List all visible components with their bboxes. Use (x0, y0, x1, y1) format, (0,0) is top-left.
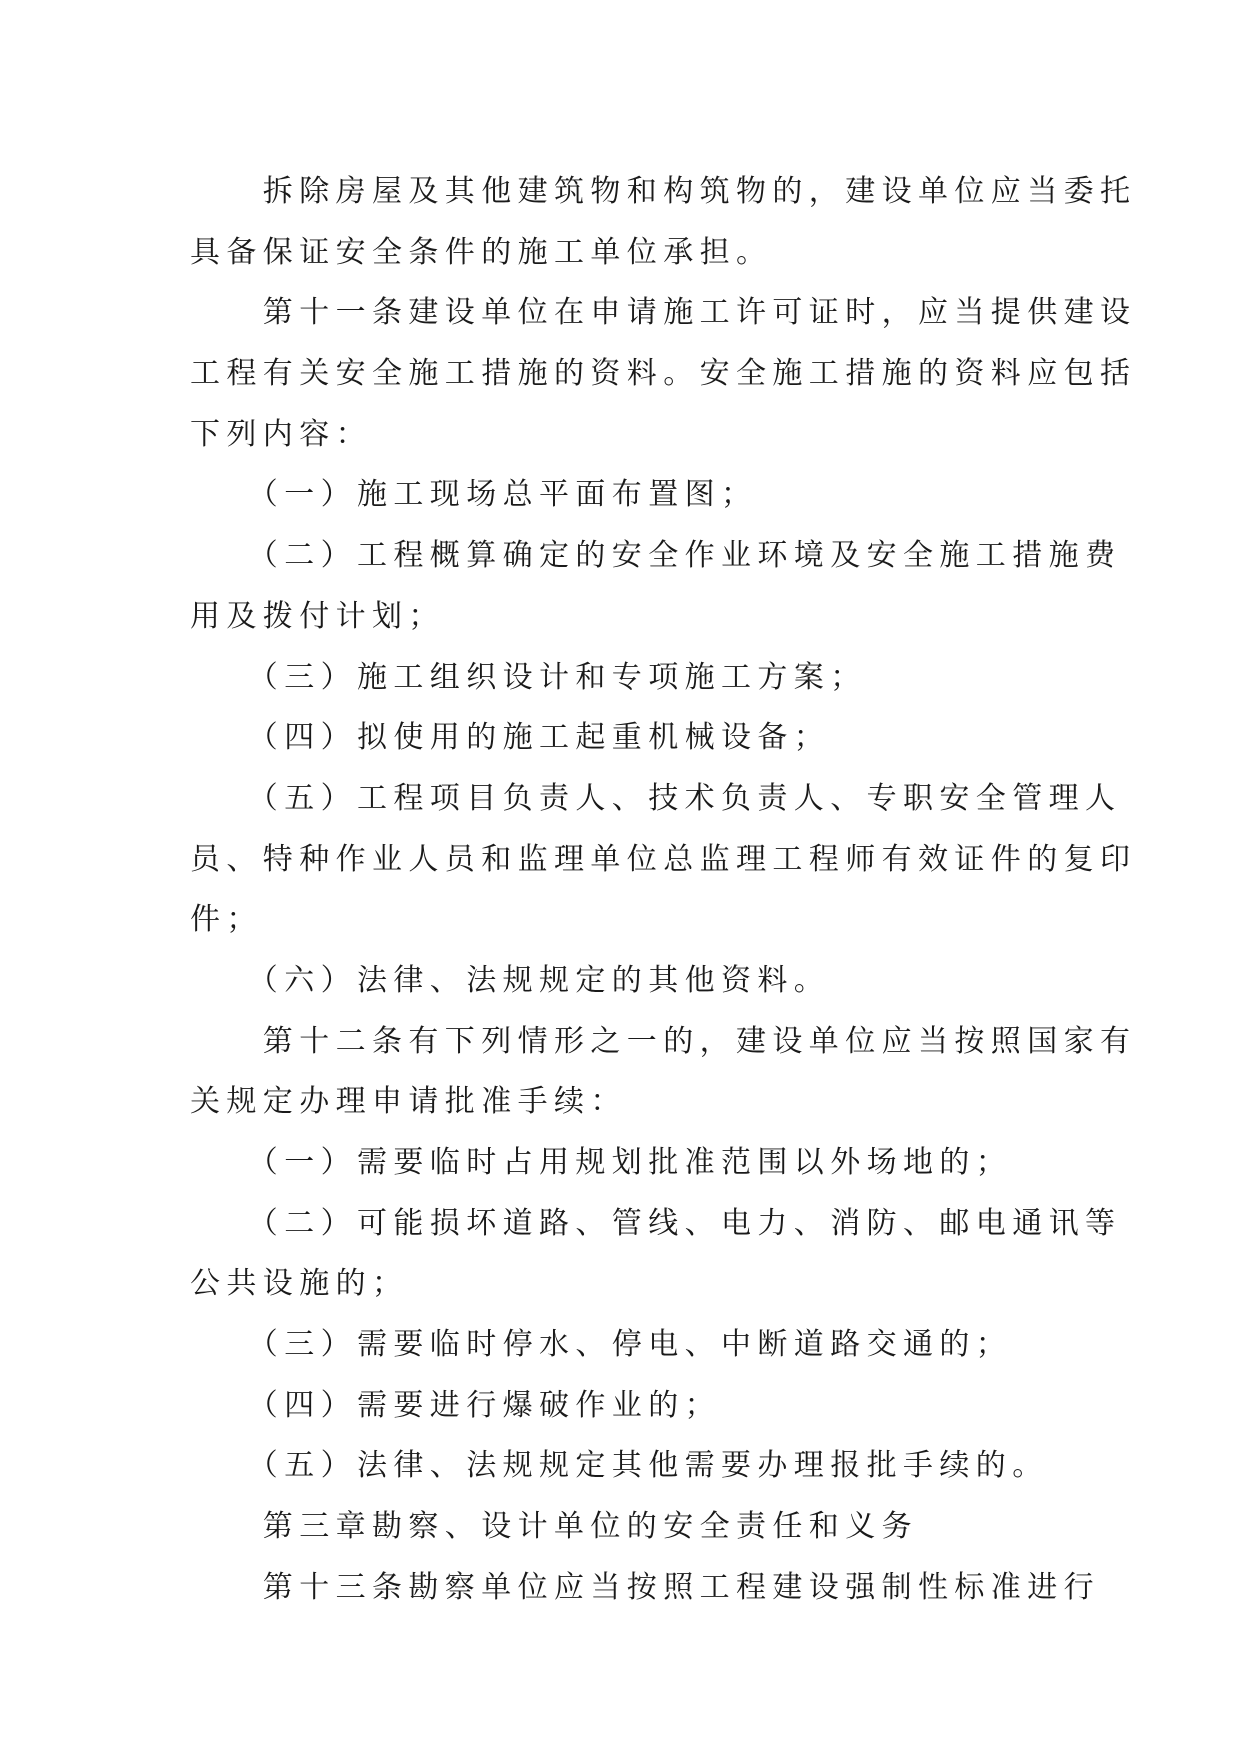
text-line: 第三章勘察、设计单位的安全责任和义务 (190, 1509, 918, 1545)
text-line: （一）需要临时占用规划批准范围以外场地的； (190, 1145, 1013, 1180)
text-line: 用及拨付计划； (190, 598, 445, 634)
text-line: 第十一条建设单位在申请施工许可证时，应当提供建设 (190, 295, 1137, 331)
text-line: （五）法律、法规规定其他需要办理报批手续的。 (190, 1448, 1049, 1484)
text-line: 公共设施的； (190, 1266, 409, 1302)
text-line: （二）工程概算确定的安全作业环境及安全施工措施费 (190, 538, 1122, 574)
text-line: 关规定办理申请批准手续： (190, 1084, 627, 1120)
text-line: 第十二条有下列情形之一的，建设单位应当按照国家有 (190, 1023, 1137, 1059)
text-line: 件； (190, 902, 263, 938)
text-line: 第十三条勘察单位应当按照工程建设强制性标准进行 (190, 1569, 1100, 1605)
text-line: （五）工程项目负责人、技术负责人、专职安全管理人 (190, 780, 1122, 816)
text-line: （一）施工现场总平面布置图； (190, 477, 758, 513)
text-line: 员、特种作业人员和监理单位总监理工程师有效证件的复印 (190, 841, 1137, 877)
text-line: 工程有关安全施工措施的资料。安全施工措施的资料应包括 (190, 356, 1137, 392)
text-line: （四）需要进行爆破作业的； (190, 1387, 721, 1423)
text-line: 具备保证安全条件的施工单位承担。 (190, 234, 773, 270)
text-line: 下列内容： (190, 416, 372, 452)
text-line: （二）可能损坏道路、管线、电力、消防、邮电通讯等 (190, 1205, 1122, 1241)
text-line: （三）施工组织设计和专项施工方案； (190, 659, 867, 695)
text-line: 拆除房屋及其他建筑物和构筑物的，建设单位应当委托 (190, 174, 1137, 209)
document-body (190, 162, 1137, 1619)
text-line: （三）需要临时停水、停电、中断道路交通的； (190, 1327, 1013, 1363)
text-line: （四）拟使用的施工起重机械设备； (190, 720, 831, 756)
text-line: （六）法律、法规规定的其他资料。 (190, 962, 831, 998)
